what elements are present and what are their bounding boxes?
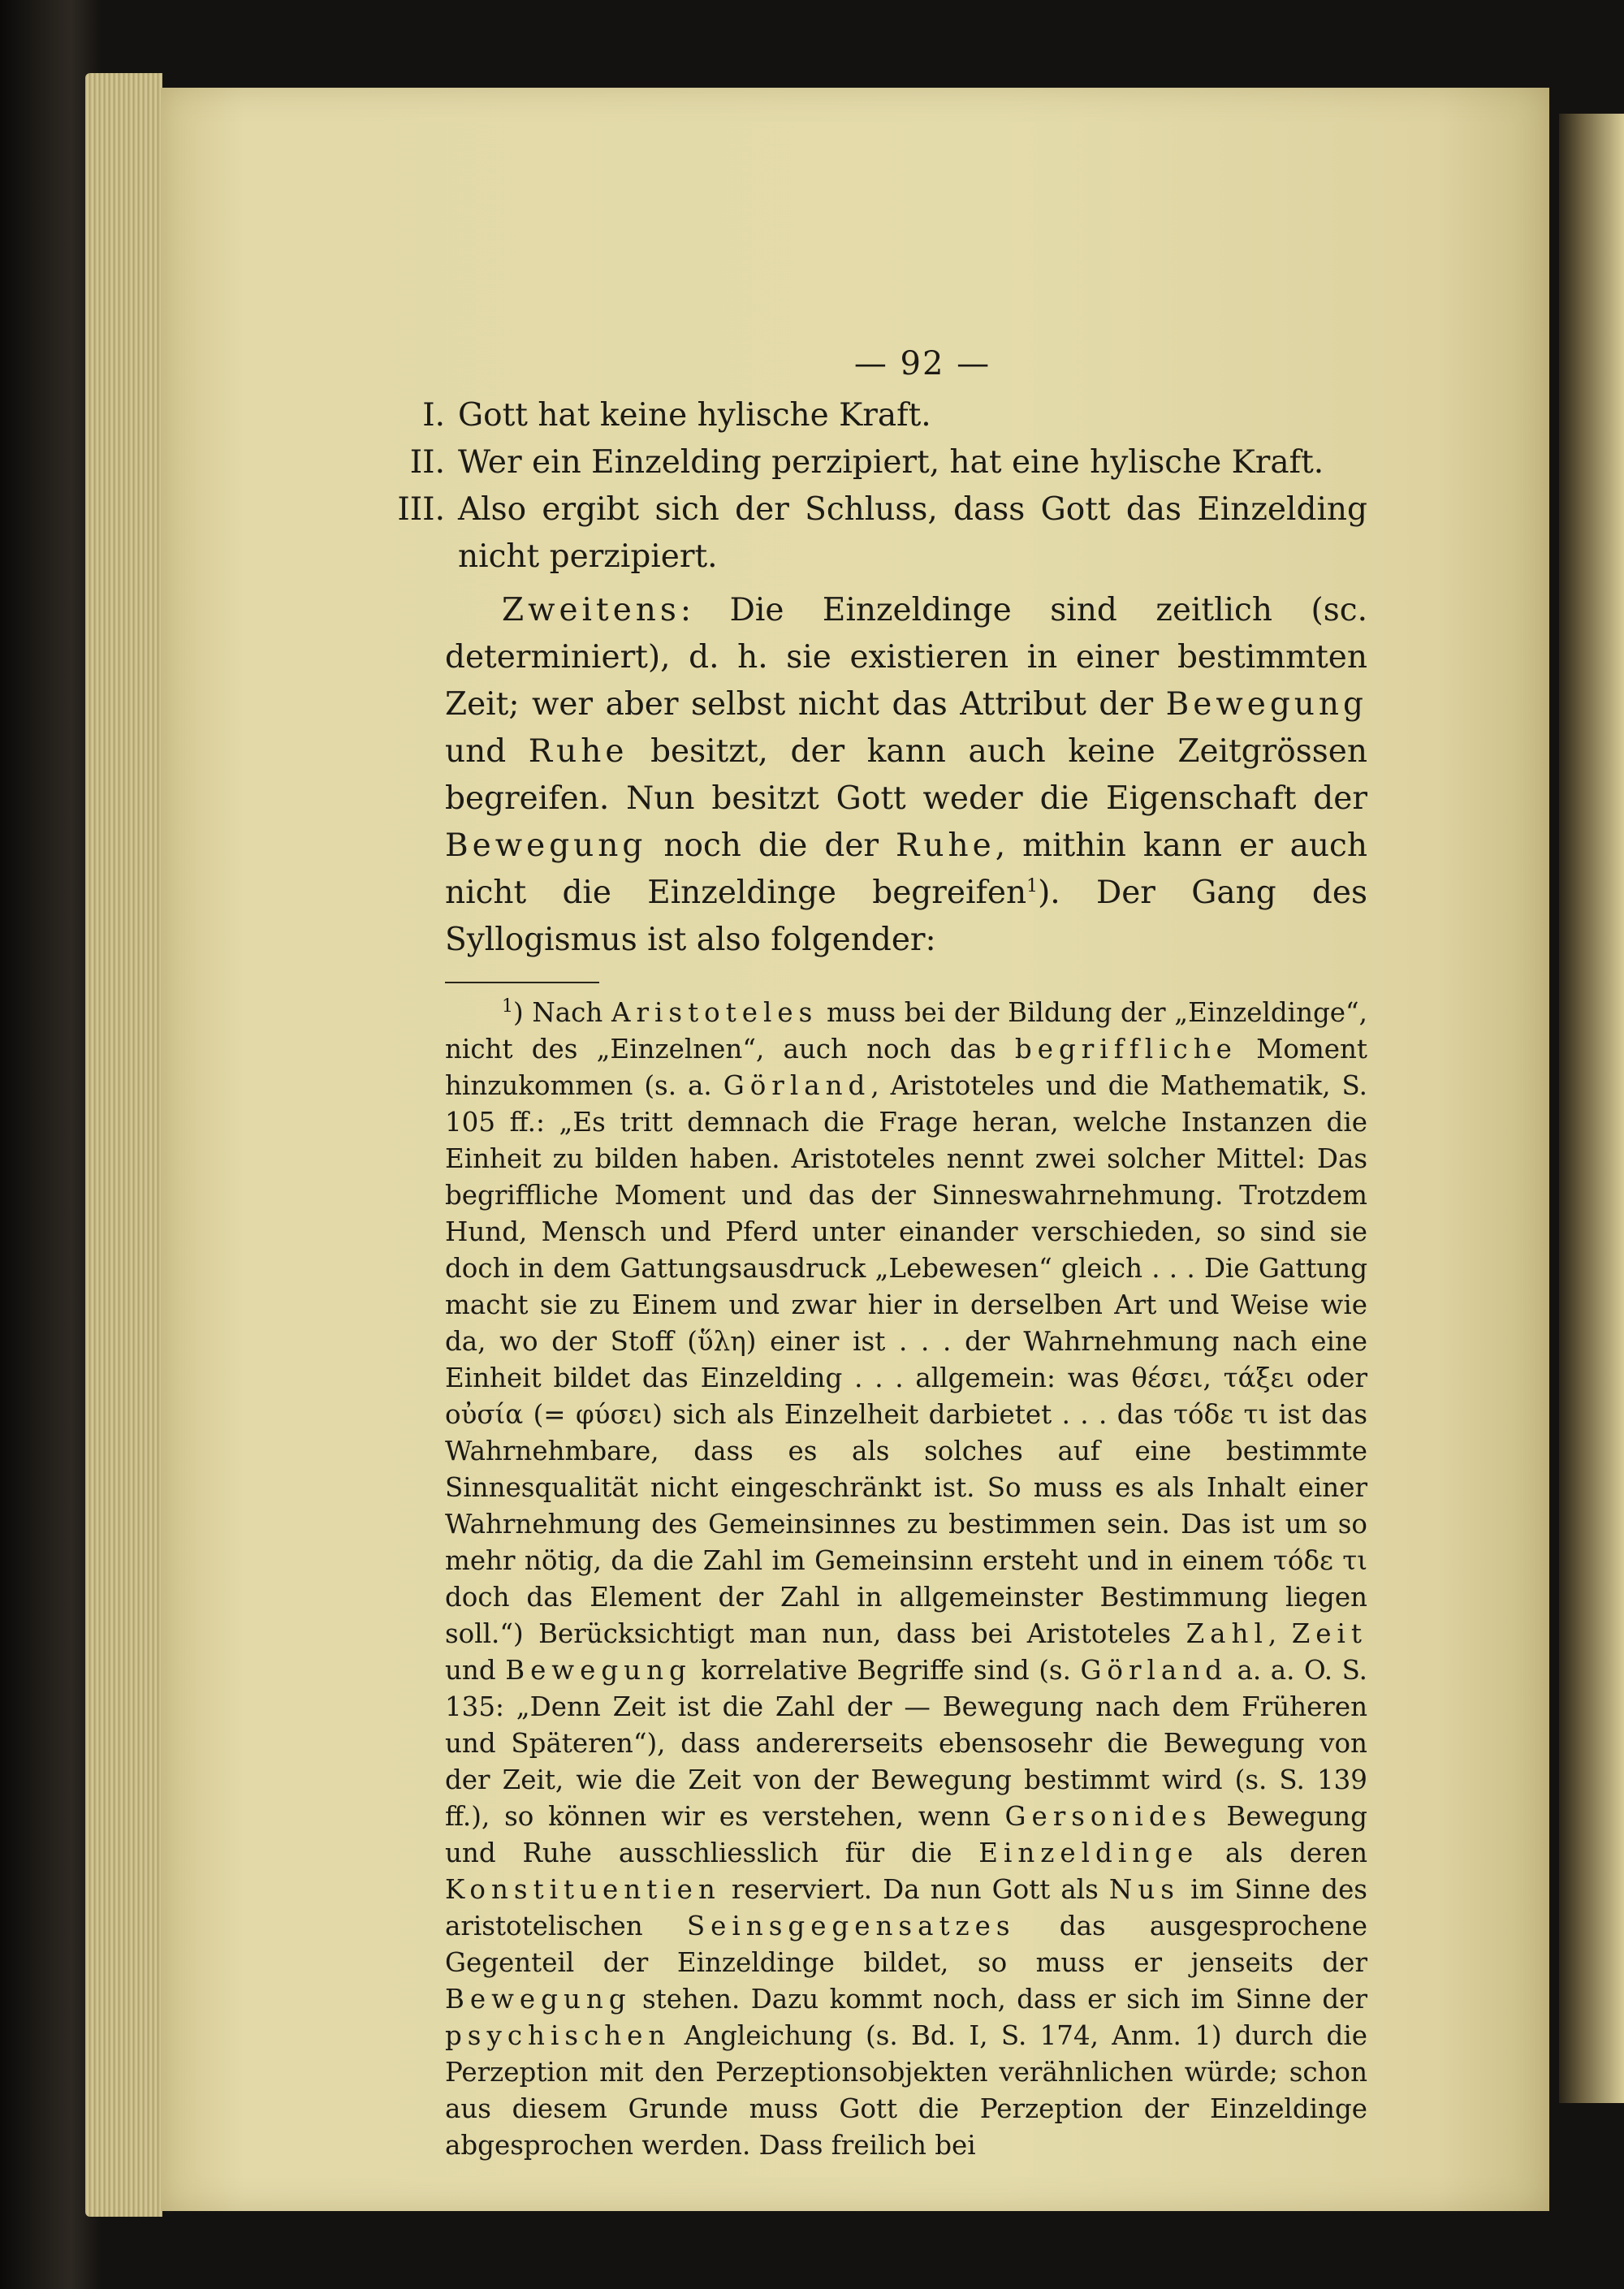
spaced-word: Zahl bbox=[1186, 1618, 1268, 1649]
text-run: noch die der bbox=[646, 827, 896, 864]
page-number: — 92 — bbox=[853, 345, 991, 382]
page-content bbox=[397, 345, 1368, 2164]
text-run: ). Der Gang des Syllogismus ist also folgender: bbox=[445, 875, 1367, 958]
syllogism-item bbox=[397, 486, 1367, 581]
footnote-mark: 1 bbox=[502, 996, 513, 1017]
text-run: besitzt, der kann auch keine Zeitgrössen begreifen. Nun besitzt Gott weder die Eigenschaft der bbox=[445, 733, 1367, 817]
spaced-word: Bewegung bbox=[445, 827, 647, 864]
spaced-word: Görland bbox=[723, 1070, 871, 1101]
text-run: ) Nach bbox=[513, 997, 611, 1028]
footnote-reference[interactable]: 1 bbox=[1026, 876, 1039, 896]
footnote bbox=[445, 995, 1367, 2164]
footnote-divider bbox=[445, 982, 599, 983]
text-run: , mithin kann er auch nicht die Einzeldinge begreifen bbox=[445, 827, 1367, 911]
facing-page-edge bbox=[1559, 114, 1624, 2103]
item-text: Gott hat keine hylische Kraft. bbox=[458, 397, 931, 434]
text-run: : Die Einzeldinge sind zeitlich (sc. determiniert), d. h. sie existieren in einer bestimmten Zeit; wer aber selbst nicht das Attribut der bbox=[445, 592, 1367, 723]
item-number: II. bbox=[409, 444, 445, 481]
syllogism-item bbox=[409, 439, 1367, 486]
item-number: III. bbox=[397, 491, 445, 528]
text-run: im Sinne des aristotelischen bbox=[445, 1874, 1367, 1941]
body-paragraph bbox=[445, 587, 1367, 964]
spaced-word: Ruhe bbox=[896, 827, 996, 864]
text-run: a. a. O. S. 135: „Denn Zeit ist die Zahl der — Bewegung nach dem Früheren und Späteren“), dass andererseits ebensosehr die Bewegung von der Zeit, wie die Zeit von der Bewegung bestimmt wird (s. S. 139 ff.), so können wir es verstehen, wenn bbox=[445, 1655, 1368, 1832]
item-number: I. bbox=[422, 397, 445, 434]
spaced-word: Einzeldinge bbox=[978, 1838, 1199, 1868]
text-run: Bewegung und Ruhe ausschliesslich für die bbox=[445, 1801, 1367, 1868]
text-run: und bbox=[445, 733, 529, 770]
spaced-word: Bewegung bbox=[445, 1984, 632, 2015]
spaced-word: Ruhe bbox=[528, 733, 628, 770]
text-run: , Aristoteles und die Mathematik, S. 105 ff.: „Es tritt demnach die Frage heran, welche Instanzen die Einheit zu bilden haben. Aristoteles nennt zwei solcher Mittel: Das begriffliche Moment und das der Sinneswahrnehmung. Trotzdem Hund, Mensch und Pferd unter einander verschieden, so sind sie doch in dem Gattungsausdruck „Lebewesen“ gleich . . . Die Gattung macht sie zu Einem und zwar hier in derselben Art und Weise wie da, wo der Stoff (ὕλη) einer ist . . . der Wahrnehmung nach eine Einheit bildet das Einzelding . . . allgemein: was θέσει, τάξει oder οὐσία (= φύσει) sich als Einzelheit darbietet . . . das τόδε τι ist das Wahrnehmbare, dass es als solches auf eine bestimmte Sinnesqualität nicht eingeschränkt ist. So muss es als Inhalt einer Wahrnehmung des Gemeinsinnes zu bestimmen sein. Das ist um so mehr nötig, da die Zahl im Gemeinsinn ersteht und in einem τόδε τι doch das Element der Zahl in allgemeinster Bestimmung liegen soll.“) Berücksichtigt man nun, dass bei Aristoteles bbox=[445, 1070, 1367, 1649]
spaced-word: begriffliche bbox=[1014, 1034, 1237, 1065]
spaced-word: Bewegung bbox=[505, 1655, 692, 1686]
text-run: reserviert. Da nun Gott als bbox=[720, 1874, 1109, 1905]
spaced-word: Aristoteles bbox=[611, 997, 818, 1028]
spaced-word: Görland bbox=[1080, 1655, 1229, 1686]
syllogism-item bbox=[422, 392, 1367, 439]
text-run: und bbox=[445, 1655, 506, 1686]
spaced-word: Konstituentien bbox=[445, 1874, 721, 1905]
spaced-word: Zeit bbox=[1291, 1618, 1367, 1649]
text-run: das ausgesprochene Gegenteil der Einzeldinge bildet, so muss er jenseits der bbox=[445, 1911, 1367, 1978]
syllogism-list bbox=[397, 392, 1367, 581]
text-run: muss bei der Bildung der „Einzeldinge“, nicht des „Einzelnen“, auch noch das bbox=[445, 997, 1367, 1065]
text-run: als deren bbox=[1199, 1838, 1367, 1868]
spaced-word: Seinsgegensatzes bbox=[686, 1911, 1016, 1941]
spaced-word: Bewegung bbox=[1165, 686, 1367, 723]
page-edges bbox=[85, 73, 162, 2217]
text-run: Moment hinzukommen (s. a. bbox=[445, 1034, 1367, 1101]
spaced-word: Nus bbox=[1108, 1874, 1180, 1905]
text-run: korrelative Begriffe sind (s. bbox=[691, 1655, 1081, 1686]
text-run: stehen. Dazu kommt noch, dass er sich im Sinne der bbox=[631, 1984, 1367, 2015]
spaced-word: Zweitens bbox=[502, 592, 680, 628]
spaced-word: psychischen bbox=[445, 2020, 672, 2051]
text-run: Angleichung (s. Bd. I, S. 174, Anm. 1) durch die Perzeption mit den Perzeptionsobjekten verähnlichen würde; schon aus diesem Grunde muss Gott die Perzeption der Einzeldinge abgesprochen werden. Dass freilich bei bbox=[445, 2020, 1367, 2161]
item-text: Wer ein Einzelding perzipiert, hat eine hylische Kraft. bbox=[458, 444, 1324, 481]
spaced-word: Gersonides bbox=[1004, 1801, 1212, 1832]
text-run: , bbox=[1268, 1618, 1292, 1649]
item-text: Also ergibt sich der Schluss, dass Gott das Einzelding nicht perzipiert. bbox=[458, 491, 1367, 575]
